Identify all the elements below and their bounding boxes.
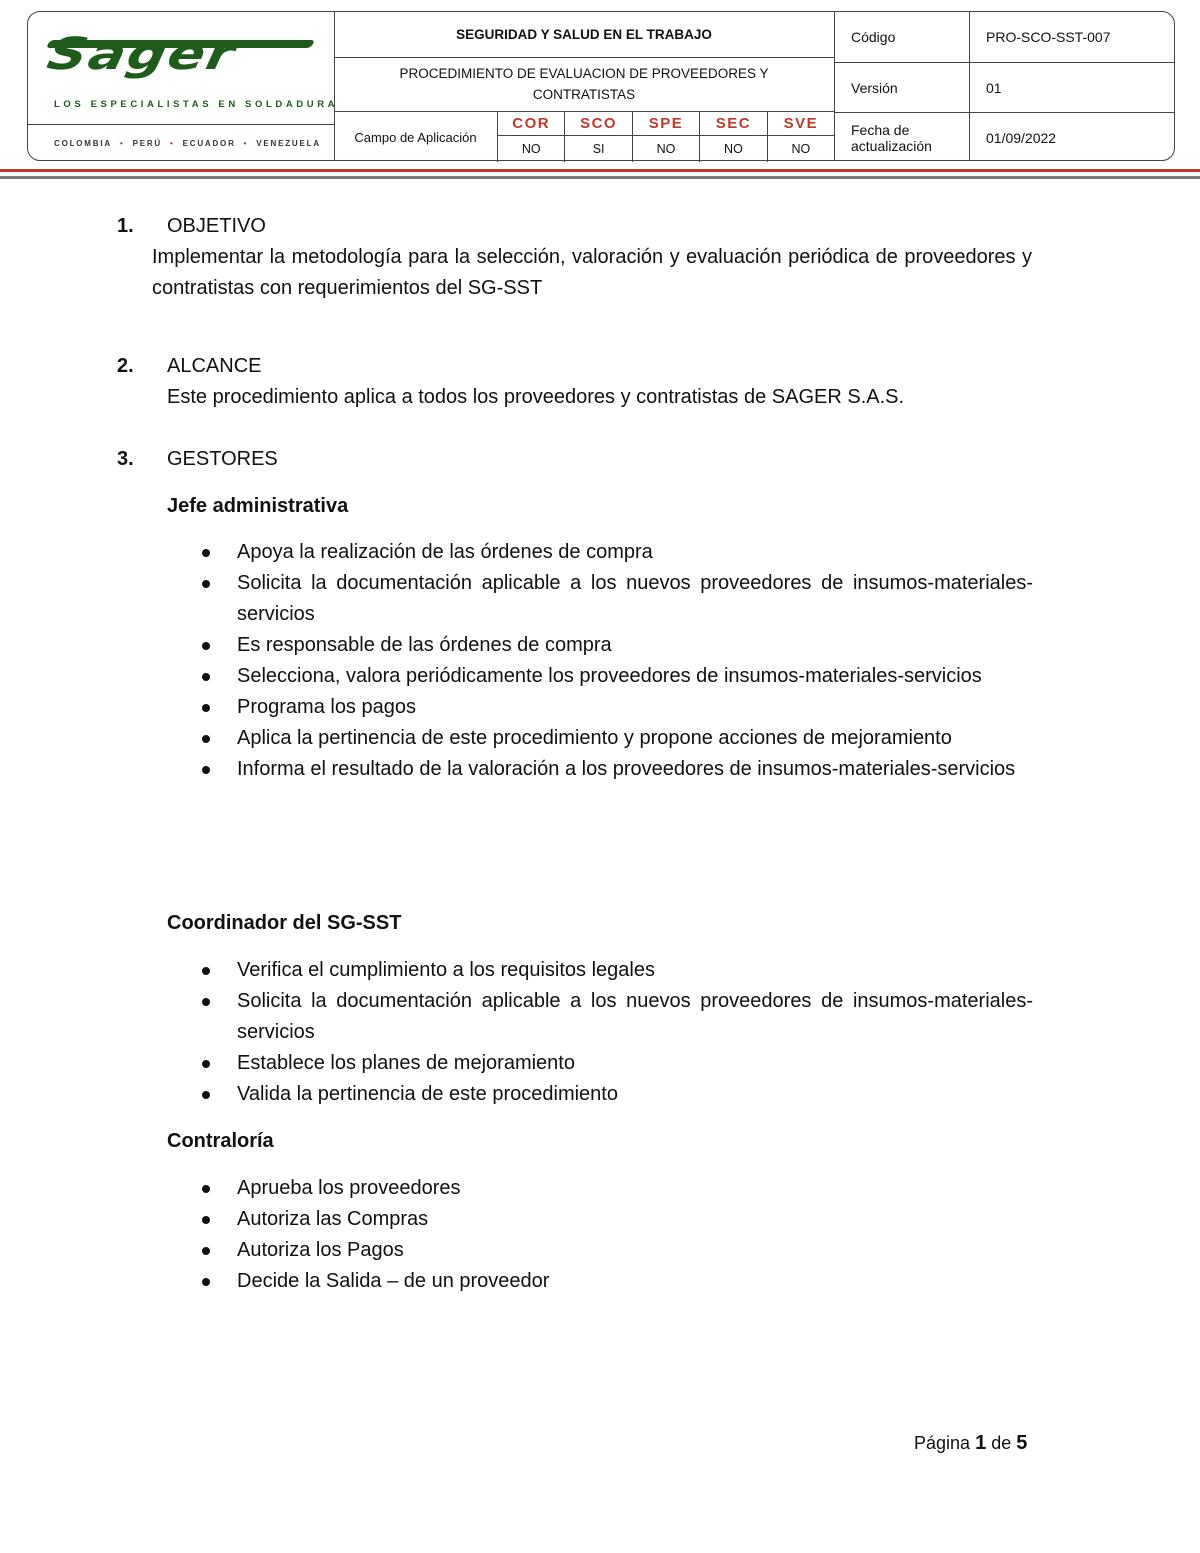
section-3-number: 3. [117, 448, 134, 470]
country-ecuador: ECUADOR [182, 139, 236, 148]
list-item: Selecciona, valora periódicamente los proveedores de insumos-materiales-servicios [200, 661, 1033, 692]
logo-divider [28, 124, 334, 125]
list-item: Apoya la realización de las órdenes de compra [200, 537, 1033, 568]
meta-values [970, 12, 1174, 160]
section-2-text: Este procedimiento aplica a todos los proveedores y contratistas de SAGER S.A.S. [167, 386, 905, 408]
logo-tagline: LOS ESPECIALISTAS EN SOLDADURA [54, 99, 339, 110]
area-code: SPE [633, 112, 699, 136]
area-value: SI [592, 142, 605, 156]
area-sve [768, 112, 834, 162]
list-item: Informa el resultado de la valoración a los proveedores de insumos-materiales-servicios [200, 754, 1033, 785]
application-areas [498, 112, 834, 162]
country-peru: PERÚ [132, 139, 162, 148]
list-item: Autoriza los Pagos [200, 1235, 1033, 1266]
area-code: SCO [565, 112, 631, 136]
list-item: Autoriza las Compras [200, 1204, 1033, 1235]
section-2-number: 2. [117, 355, 134, 377]
fecha-label-line2: actualización [851, 137, 932, 154]
document-header [27, 11, 1175, 161]
section-1-title: OBJETIVO [167, 215, 266, 237]
area-sec [700, 112, 767, 162]
list-item: Solicita la documentación aplicable a los nuevos proveedores de insumos-materiales- servicios [200, 568, 1033, 630]
version-label: Versión [835, 63, 969, 113]
section-2-title: ALCANCE [167, 355, 262, 377]
area-value: NO [521, 142, 541, 156]
list-item: Valida la pertinencia de este procedimiento [200, 1079, 1033, 1110]
country-venezuela: VENEZUELA [256, 139, 321, 148]
role-contraloria-list [200, 1173, 1033, 1297]
header-rule-red [0, 169, 1200, 172]
codigo-label: Código [835, 12, 969, 63]
list-item: Solicita la documentación aplicable a los nuevos proveedores de insumos-materiales- servicios [200, 986, 1033, 1048]
list-item: Establece los planes de mejoramiento [200, 1048, 1033, 1079]
section-1-number: 1. [117, 215, 134, 237]
area-cor [498, 112, 565, 162]
role-contraloria-title: Contraloría [167, 1130, 274, 1152]
campo-aplicacion-label: Campo de Aplicación [334, 112, 498, 162]
fecha-label [835, 113, 969, 162]
list-item: Aprueba los proveedores [200, 1173, 1033, 1204]
area-spe [633, 112, 700, 162]
codigo-value: PRO-SCO-SST-007 [970, 12, 1174, 63]
page-label: Página [914, 1433, 971, 1453]
role-jefe-list [200, 537, 1033, 785]
page-total: 5 [1016, 1432, 1028, 1454]
role-coordinador-title: Coordinador del SG-SST [167, 912, 402, 934]
area-value: NO [656, 142, 676, 156]
section-3-title: GESTORES [167, 448, 278, 470]
list-item: Decide la Salida – de un proveedor [200, 1266, 1033, 1297]
role-coordinador-list [200, 955, 1033, 1110]
page-footer [914, 1432, 1027, 1455]
list-item: Verifica el cumplimiento a los requisitos legales [200, 955, 1033, 986]
header-rule-gray [0, 176, 1200, 179]
country-colombia: COLOMBIA [54, 139, 112, 148]
country-separator: • [243, 139, 249, 148]
list-item: Programa los pagos [200, 692, 1033, 723]
header-middle [334, 12, 834, 160]
sager-logo: Sager [43, 28, 242, 80]
fecha-value: 01/09/2022 [986, 129, 1057, 146]
list-item: Aplica la pertinencia de este procedimiento y propone acciones de mejoramiento [200, 723, 1033, 754]
area-value: NO [791, 142, 811, 156]
meta-labels [834, 12, 970, 160]
fecha-label-line1: Fecha de [851, 121, 910, 138]
page-of-label: de [991, 1433, 1012, 1453]
role-jefe-title: Jefe administrativa [167, 495, 349, 517]
area-value: NO [724, 142, 743, 156]
logo-countries [54, 139, 321, 148]
logo-cell [28, 12, 339, 160]
list-item: Es responsable de las órdenes de compra [200, 630, 1033, 661]
version-value: 01 [970, 63, 1174, 113]
country-separator: • [119, 139, 125, 148]
procedure-name: PROCEDIMIENTO DE EVALUACION DE PROVEEDORES Y CONTRATISTAS [334, 57, 834, 112]
header-title: SEGURIDAD Y SALUD EN EL TRABAJO [334, 12, 834, 58]
section-1-text: Implementar la metodología para la selección, valoración y evaluación periódica de proveedores y contratistas con requerimientos del SG-SST [152, 246, 1032, 299]
area-code: SVE [768, 112, 834, 136]
area-sco [565, 112, 632, 162]
page-current: 1 [975, 1432, 987, 1454]
area-code: SEC [700, 112, 766, 136]
country-separator: • [170, 139, 175, 148]
area-code: COR [498, 112, 564, 136]
